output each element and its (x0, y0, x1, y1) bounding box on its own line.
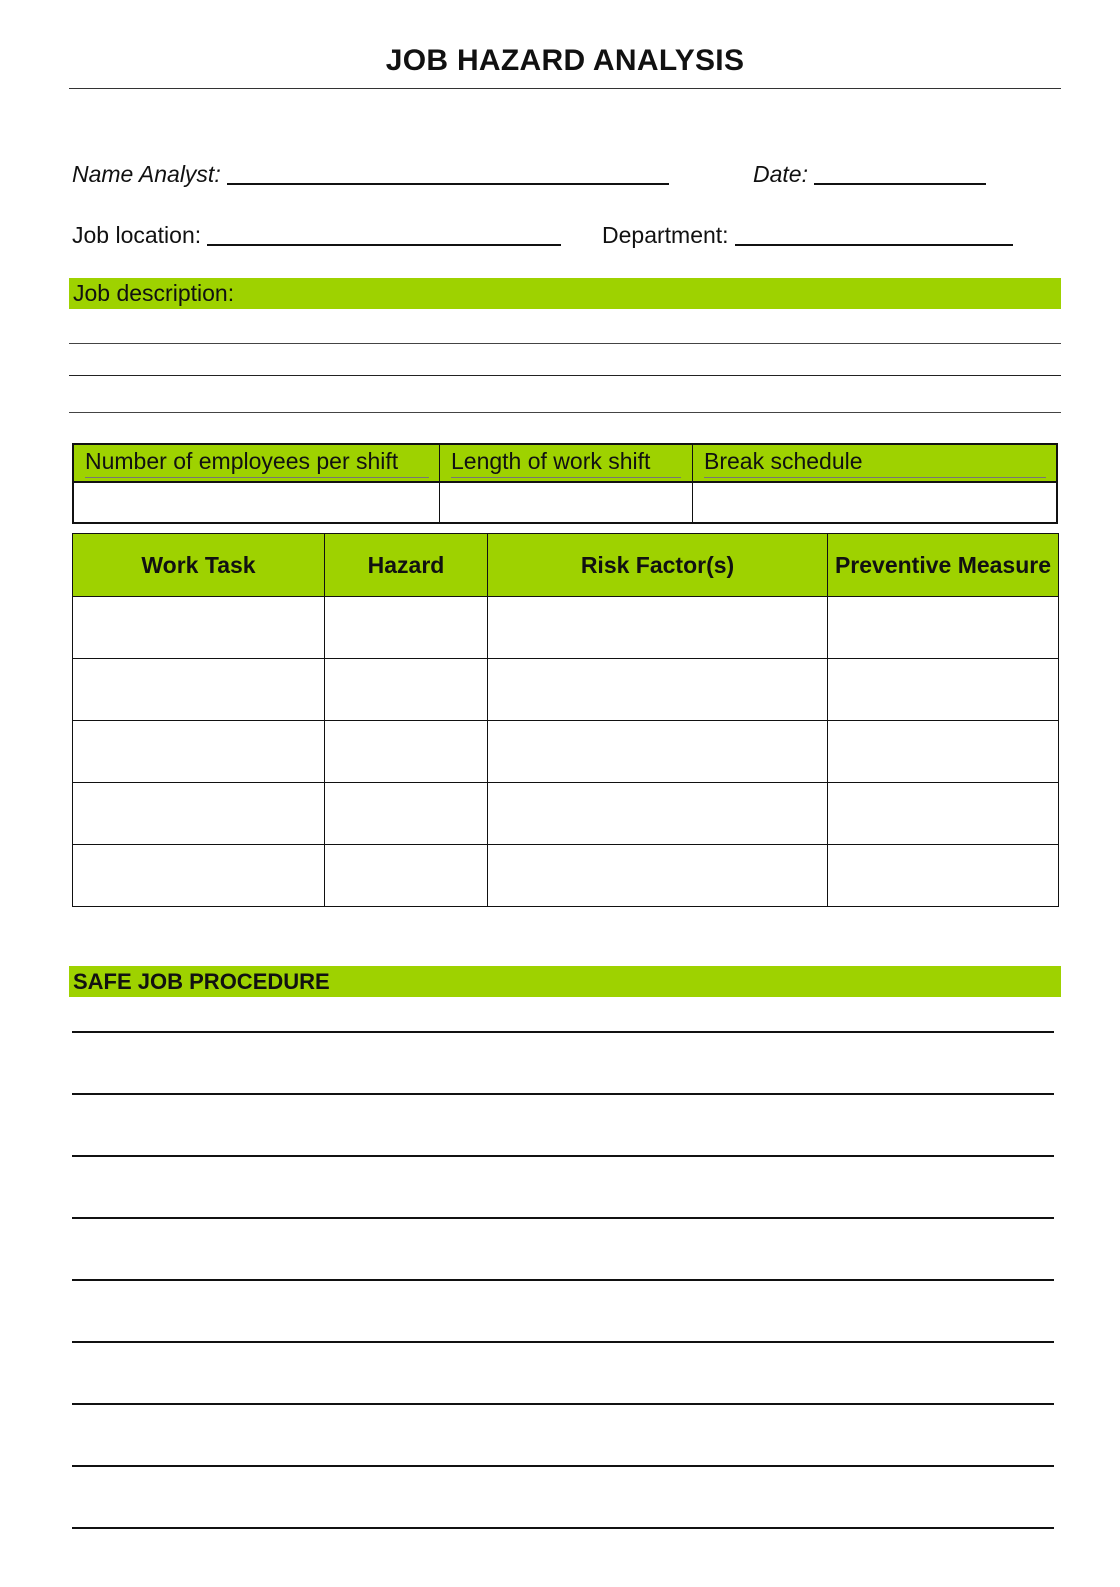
procedure-line[interactable] (72, 1155, 1054, 1157)
department-label: Department: (602, 222, 729, 248)
preventive-measure-cell[interactable] (828, 845, 1059, 907)
job-location-field[interactable] (207, 220, 561, 246)
hazard-table-header-row (73, 534, 1059, 597)
procedure-line[interactable] (72, 1217, 1054, 1219)
risk-factor-cell[interactable] (488, 721, 828, 783)
hazard-cell[interactable] (325, 783, 488, 845)
department-field[interactable] (735, 220, 1013, 246)
header-risk-factors: Risk Factor(s) (488, 534, 828, 597)
risk-factor-cell[interactable] (488, 597, 828, 659)
date-row (753, 156, 986, 188)
job-description-line[interactable] (69, 343, 1061, 344)
risk-factor-cell[interactable] (488, 783, 828, 845)
name-analyst-row (72, 156, 669, 188)
hazard-cell[interactable] (325, 659, 488, 721)
hazard-cell[interactable] (325, 845, 488, 907)
job-description-line[interactable] (69, 412, 1061, 413)
job-location-label: Job location: (72, 222, 202, 248)
procedure-line[interactable] (72, 1093, 1054, 1095)
hazard-cell[interactable] (325, 597, 488, 659)
procedure-line[interactable] (72, 1527, 1054, 1529)
header-hazard: Hazard (325, 534, 488, 597)
date-field[interactable] (814, 159, 986, 185)
procedure-line[interactable] (72, 1403, 1054, 1405)
work-task-cell[interactable] (73, 659, 325, 721)
hazard-cell[interactable] (325, 721, 488, 783)
name-analyst-field[interactable] (227, 159, 669, 185)
table-row (73, 783, 1059, 845)
table-row (73, 659, 1059, 721)
preventive-measure-cell[interactable] (828, 659, 1059, 721)
shift-header-length: Length of work shift (451, 445, 681, 478)
procedure-line[interactable] (72, 1341, 1054, 1343)
work-task-cell[interactable] (73, 845, 325, 907)
preventive-measure-cell[interactable] (828, 721, 1059, 783)
date-label: Date: (753, 161, 808, 187)
procedure-line[interactable] (72, 1465, 1054, 1467)
procedure-line[interactable] (72, 1279, 1054, 1281)
risk-factor-cell[interactable] (488, 845, 828, 907)
table-row (73, 721, 1059, 783)
preventive-measure-cell[interactable] (828, 597, 1059, 659)
hazard-analysis-table (72, 533, 1059, 907)
risk-factor-cell[interactable] (488, 659, 828, 721)
table-row (73, 597, 1059, 659)
title-divider (69, 88, 1061, 89)
page-title: JOB HAZARD ANALYSIS (385, 44, 745, 77)
work-task-cell[interactable] (73, 783, 325, 845)
shift-header-employees: Number of employees per shift (85, 445, 429, 478)
table-row (73, 845, 1059, 907)
header-work-task: Work Task (73, 534, 325, 597)
job-location-row (72, 217, 561, 249)
hazard-table-body (73, 597, 1059, 907)
header-preventive-measure: Preventive Measure (828, 534, 1059, 597)
shift-header-break: Break schedule (704, 445, 1046, 478)
shift-info-table (72, 443, 1058, 524)
procedure-line[interactable] (72, 1031, 1054, 1033)
preventive-measure-cell[interactable] (828, 783, 1059, 845)
work-task-cell[interactable] (73, 597, 325, 659)
safe-procedure-header: SAFE JOB PROCEDURE (69, 966, 1061, 997)
work-task-cell[interactable] (73, 721, 325, 783)
department-row (602, 217, 1013, 249)
job-description-line[interactable] (69, 375, 1061, 376)
job-description-header: Job description: (69, 278, 1061, 309)
name-analyst-label: Name Analyst: (72, 161, 221, 187)
